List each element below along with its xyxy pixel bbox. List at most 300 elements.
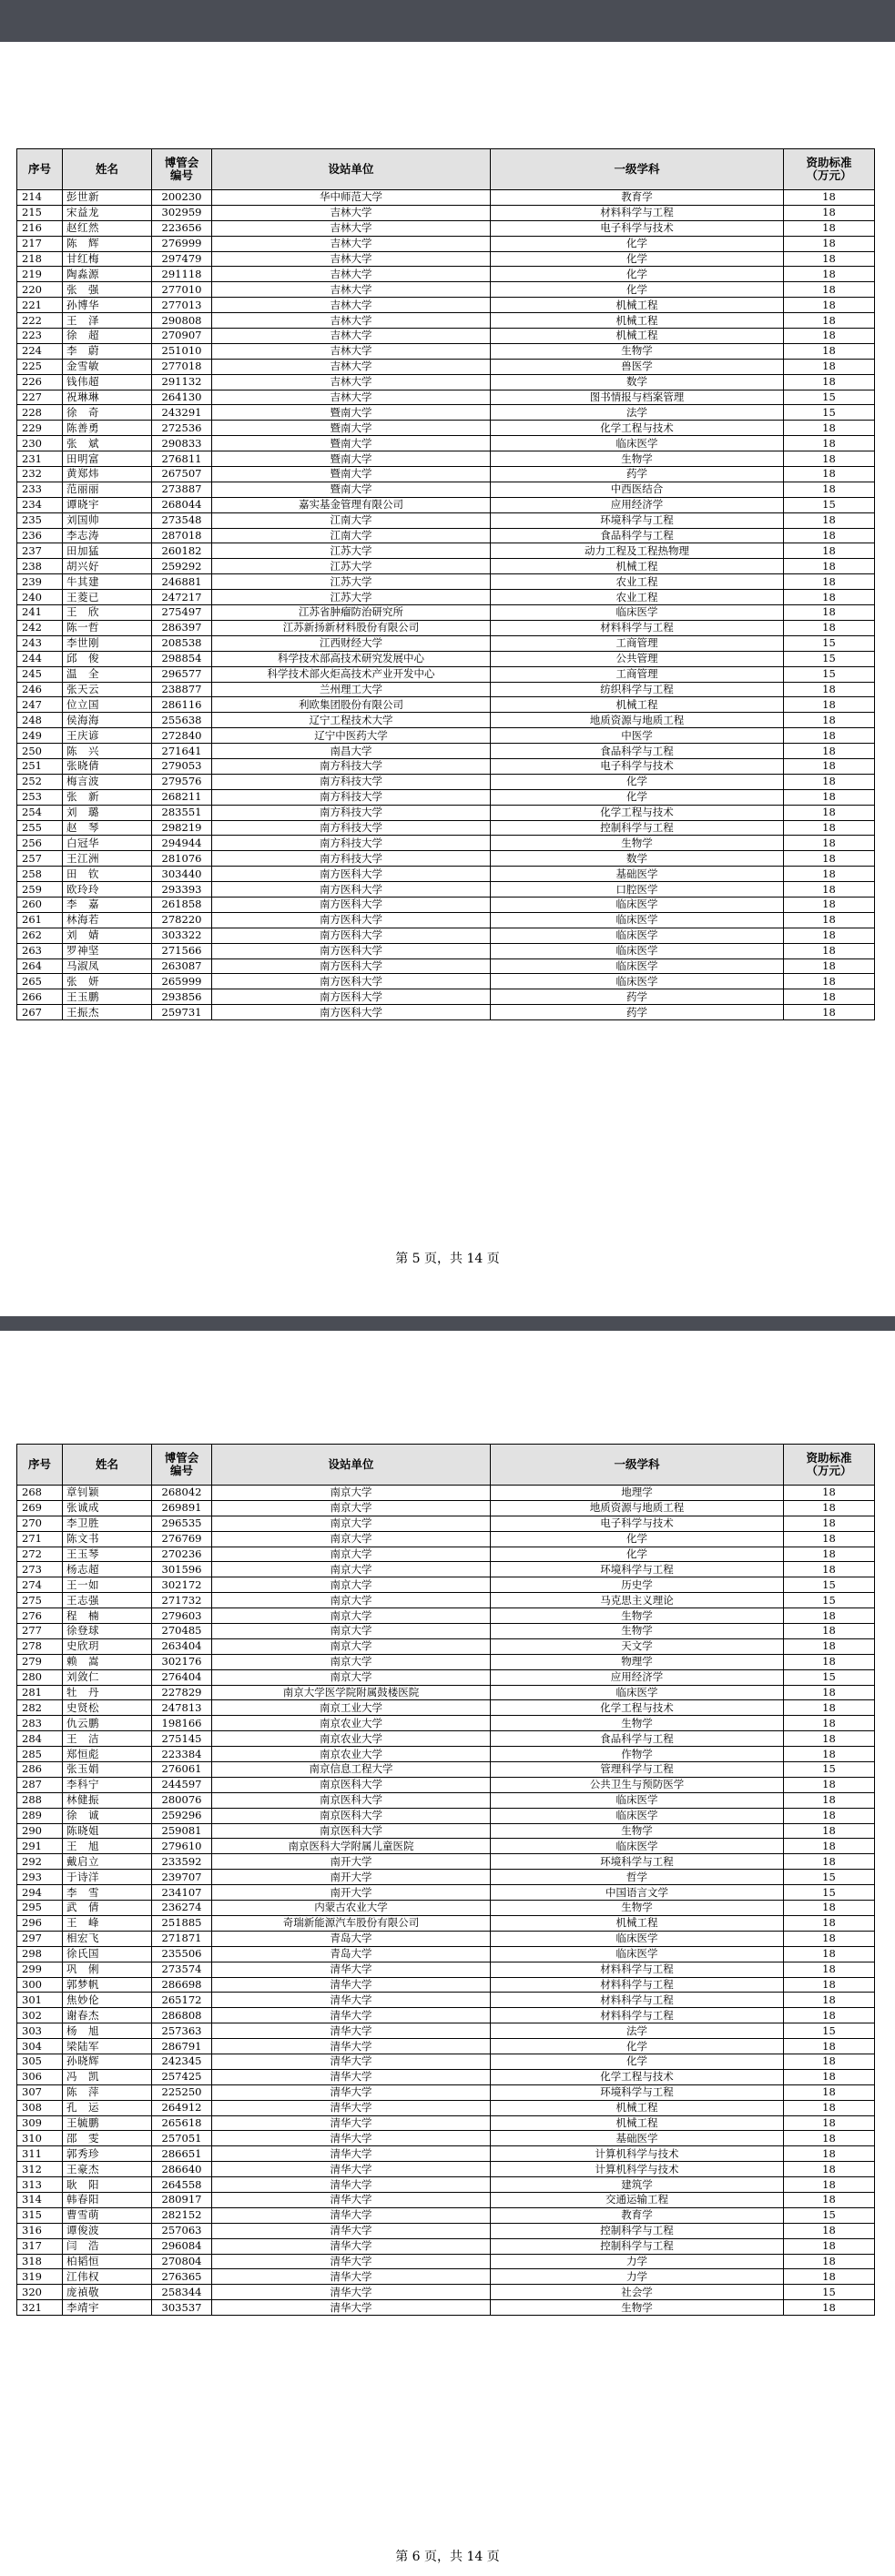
cell-name: 王江洲 — [63, 851, 152, 867]
cell-name: 徐 奇 — [63, 405, 152, 421]
cell-number: 268211 — [152, 789, 212, 805]
cell-unit: 南方医科大学 — [212, 867, 491, 882]
cell-name: 范丽丽 — [63, 482, 152, 497]
cell-amount: 18 — [784, 1777, 875, 1792]
cell-subject: 临床医学 — [491, 1946, 784, 1962]
cell-unit: 南京大学 — [212, 1486, 491, 1501]
cell-amount: 18 — [784, 1547, 875, 1562]
cell-subject: 化学 — [491, 282, 784, 298]
cell-unit: 暨南大学 — [212, 436, 491, 451]
cell-amount: 18 — [784, 421, 875, 436]
cell-amount: 18 — [784, 1700, 875, 1716]
cell-subject: 化学 — [491, 267, 784, 282]
cell-number: 251885 — [152, 1915, 212, 1931]
cell-unit: 江西财经大学 — [212, 635, 491, 651]
cell-name: 梅言波 — [63, 774, 152, 789]
table-row — [17, 220, 875, 236]
cell-amount: 18 — [784, 2008, 875, 2023]
cell-subject: 环境科学与工程 — [491, 512, 784, 528]
cell-subject: 机械工程 — [491, 2115, 784, 2131]
cell-number: 279053 — [152, 758, 212, 774]
cell-subject: 地质资源与地质工程 — [491, 713, 784, 728]
cell-unit: 清华大学 — [212, 2300, 491, 2316]
cell-subject: 环境科学与工程 — [491, 1854, 784, 1870]
cell-unit: 南京大学 — [212, 1500, 491, 1516]
cell-unit: 吉林大学 — [212, 390, 491, 405]
table-row — [17, 1777, 875, 1792]
cell-unit: 江苏大学 — [212, 559, 491, 574]
cell-unit: 吉林大学 — [212, 374, 491, 390]
cell-amount: 18 — [784, 943, 875, 958]
table-row — [17, 758, 875, 774]
cell-name: 王振杰 — [63, 1005, 152, 1020]
cell-seq: 255 — [17, 820, 63, 836]
cell-subject: 建筑学 — [491, 2177, 784, 2193]
cell-seq: 266 — [17, 989, 63, 1005]
cell-amount: 18 — [784, 2254, 875, 2269]
cell-amount: 18 — [784, 1747, 875, 1762]
table-row — [17, 1946, 875, 1962]
cell-unit: 清华大学 — [212, 2023, 491, 2039]
cell-number: 263404 — [152, 1638, 212, 1654]
cell-amount: 18 — [784, 1792, 875, 1808]
table-row — [17, 1669, 875, 1685]
cell-amount: 18 — [784, 2146, 875, 2162]
cell-seq: 258 — [17, 867, 63, 882]
cell-seq: 311 — [17, 2146, 63, 2162]
cell-name: 金雪敏 — [63, 359, 152, 374]
table-row — [17, 512, 875, 528]
cell-subject: 机械工程 — [491, 2100, 784, 2115]
cell-seq: 218 — [17, 251, 63, 267]
cell-unit: 南京医科大学 — [212, 1792, 491, 1808]
cell-unit: 清华大学 — [212, 2254, 491, 2269]
table-row — [17, 713, 875, 728]
cell-subject: 材料科学与工程 — [491, 1962, 784, 1977]
cell-name: 彭世新 — [63, 190, 152, 206]
cell-number: 270485 — [152, 1624, 212, 1639]
cell-name: 章钊颖 — [63, 1486, 152, 1501]
cell-amount: 18 — [784, 205, 875, 220]
cell-seq: 239 — [17, 574, 63, 590]
cell-number: 270907 — [152, 329, 212, 344]
cell-unit: 清华大学 — [212, 1962, 491, 1977]
cell-unit: 暨南大学 — [212, 421, 491, 436]
cell-subject: 中国语言文学 — [491, 1885, 784, 1901]
cell-subject: 口腔医学 — [491, 882, 784, 898]
cell-amount: 18 — [784, 190, 875, 206]
table-row — [17, 1931, 875, 1946]
cell-number: 264912 — [152, 2100, 212, 2115]
cell-seq: 228 — [17, 405, 63, 421]
cell-amount: 18 — [784, 2115, 875, 2131]
cell-amount: 18 — [784, 820, 875, 836]
table-row — [17, 482, 875, 497]
cell-amount: 18 — [784, 897, 875, 912]
table-row — [17, 789, 875, 805]
cell-seq: 273 — [17, 1562, 63, 1577]
cell-number: 242345 — [152, 2054, 212, 2069]
cell-amount: 18 — [784, 1977, 875, 1993]
cell-seq: 275 — [17, 1593, 63, 1608]
cell-number: 286640 — [152, 2162, 212, 2177]
cell-name: 宋益龙 — [63, 205, 152, 220]
table-body — [17, 1486, 875, 2316]
cell-subject: 环境科学与工程 — [491, 1562, 784, 1577]
cell-seq: 262 — [17, 928, 63, 943]
cell-number: 227829 — [152, 1685, 212, 1700]
cell-seq: 305 — [17, 2054, 63, 2069]
cell-subject: 图书情报与档案管理 — [491, 390, 784, 405]
cell-seq: 317 — [17, 2238, 63, 2254]
cell-amount: 15 — [784, 1669, 875, 1685]
cell-seq: 270 — [17, 1516, 63, 1531]
funding-table — [16, 1444, 875, 2316]
cell-subject: 公共管理 — [491, 651, 784, 666]
table-row — [17, 451, 875, 467]
cell-seq: 321 — [17, 2300, 63, 2316]
cell-unit: 南京医科大学 — [212, 1777, 491, 1792]
cell-number: 271871 — [152, 1931, 212, 1946]
cell-number: 280076 — [152, 1792, 212, 1808]
cell-unit: 南方医科大学 — [212, 928, 491, 943]
cell-seq: 236 — [17, 528, 63, 543]
cell-subject: 电子科学与技术 — [491, 1516, 784, 1531]
cell-amount: 18 — [784, 543, 875, 559]
cell-subject: 应用经济学 — [491, 497, 784, 512]
cell-unit: 南方科技大学 — [212, 820, 491, 836]
cell-subject: 计算机科学与技术 — [491, 2146, 784, 2162]
cell-name: 刘 璐 — [63, 805, 152, 820]
table-row — [17, 805, 875, 820]
cell-subject: 化学工程与技术 — [491, 805, 784, 820]
cell-number: 276061 — [152, 1762, 212, 1778]
cell-subject: 化学 — [491, 236, 784, 251]
cell-number: 257051 — [152, 2131, 212, 2146]
cell-amount: 18 — [784, 2131, 875, 2146]
cell-name: 李 雪 — [63, 1885, 152, 1901]
table-row — [17, 1962, 875, 1977]
cell-number: 208538 — [152, 635, 212, 651]
cell-amount: 18 — [784, 2269, 875, 2285]
cell-subject: 临床医学 — [491, 958, 784, 974]
cell-amount: 18 — [784, 2177, 875, 2193]
cell-name: 谢春杰 — [63, 2008, 152, 2023]
table-row — [17, 1638, 875, 1654]
table-row — [17, 1993, 875, 2008]
cell-unit: 清华大学 — [212, 2100, 491, 2115]
cell-unit: 奇瑞新能源汽车股份有限公司 — [212, 1915, 491, 1931]
cell-seq: 293 — [17, 1870, 63, 1885]
cell-amount: 18 — [784, 836, 875, 851]
table-row — [17, 620, 875, 635]
cell-unit: 南京医科大学 — [212, 1808, 491, 1823]
cell-amount: 18 — [784, 789, 875, 805]
cell-amount: 18 — [784, 605, 875, 621]
table-row — [17, 343, 875, 359]
cell-number: 259081 — [152, 1823, 212, 1839]
cell-seq: 316 — [17, 2223, 63, 2238]
cell-amount: 18 — [784, 1654, 875, 1669]
table-row — [17, 1516, 875, 1531]
cell-number: 264558 — [152, 2177, 212, 2193]
table-row — [17, 1885, 875, 1901]
cell-name: 杨 旭 — [63, 2023, 152, 2039]
cell-name: 钱伟超 — [63, 374, 152, 390]
table-row — [17, 928, 875, 943]
cell-name: 庞禎敬 — [63, 2285, 152, 2300]
table-row — [17, 497, 875, 512]
cell-unit: 南方科技大学 — [212, 789, 491, 805]
cell-name: 张 斌 — [63, 436, 152, 451]
cell-amount: 18 — [784, 1531, 875, 1547]
cell-name: 史贤松 — [63, 1700, 152, 1716]
table-row — [17, 1823, 875, 1839]
cell-name: 李 嘉 — [63, 897, 152, 912]
cell-amount: 18 — [784, 1500, 875, 1516]
cell-amount: 18 — [784, 1946, 875, 1962]
cell-name: 李世刚 — [63, 635, 152, 651]
cell-unit: 南京大学 — [212, 1624, 491, 1639]
cell-amount: 18 — [784, 359, 875, 374]
cell-seq: 298 — [17, 1946, 63, 1962]
cell-seq: 279 — [17, 1654, 63, 1669]
cell-amount: 15 — [784, 651, 875, 666]
cell-unit: 清华大学 — [212, 2131, 491, 2146]
cell-number: 277018 — [152, 359, 212, 374]
cell-number: 273574 — [152, 1962, 212, 1977]
cell-seq: 318 — [17, 2254, 63, 2269]
cell-name: 耿 阳 — [63, 2177, 152, 2193]
cell-name: 相宏飞 — [63, 1931, 152, 1946]
cell-name: 江伟权 — [63, 2269, 152, 2285]
cell-name: 田 钦 — [63, 867, 152, 882]
cell-name: 刘敛仁 — [63, 1669, 152, 1685]
viewer-top-bar — [0, 0, 895, 42]
cell-name: 巩 俐 — [63, 1962, 152, 1977]
cell-number: 283551 — [152, 805, 212, 820]
table-row — [17, 2162, 875, 2177]
cell-name: 欧玲玲 — [63, 882, 152, 898]
cell-seq: 243 — [17, 635, 63, 651]
cell-unit: 清华大学 — [212, 2207, 491, 2223]
cell-subject: 药学 — [491, 467, 784, 482]
cell-number: 235506 — [152, 1946, 212, 1962]
cell-number: 277013 — [152, 298, 212, 313]
cell-subject: 临床医学 — [491, 928, 784, 943]
cell-seq: 304 — [17, 2039, 63, 2054]
cell-seq: 232 — [17, 467, 63, 482]
cell-name: 张诚成 — [63, 1500, 152, 1516]
cell-amount: 15 — [784, 635, 875, 651]
cell-subject: 控制科学与工程 — [491, 820, 784, 836]
cell-number: 278220 — [152, 912, 212, 928]
cell-number: 258344 — [152, 2285, 212, 2300]
cell-number: 268042 — [152, 1486, 212, 1501]
cell-number: 302176 — [152, 1654, 212, 1669]
cell-unit: 清华大学 — [212, 1977, 491, 1993]
cell-unit: 青岛大学 — [212, 1931, 491, 1946]
table-row — [17, 590, 875, 605]
cell-subject: 中西医结合 — [491, 482, 784, 497]
table-row — [17, 2192, 875, 2207]
cell-subject: 法学 — [491, 405, 784, 421]
table-header-row — [17, 149, 875, 190]
cell-subject: 工商管理 — [491, 635, 784, 651]
cell-subject: 电子科学与技术 — [491, 758, 784, 774]
cell-subject: 化学 — [491, 1547, 784, 1562]
cell-subject: 材料科学与工程 — [491, 2008, 784, 2023]
cell-subject: 地质资源与地质工程 — [491, 1500, 784, 1516]
table-row — [17, 1562, 875, 1577]
cell-number: 271641 — [152, 744, 212, 759]
cell-amount: 18 — [784, 2162, 875, 2177]
cell-seq: 215 — [17, 205, 63, 220]
cell-amount: 18 — [784, 758, 875, 774]
cell-amount: 18 — [784, 1562, 875, 1577]
cell-seq: 256 — [17, 836, 63, 851]
table-row — [17, 2223, 875, 2238]
cell-number: 265618 — [152, 2115, 212, 2131]
cell-seq: 220 — [17, 282, 63, 298]
cell-unit: 南京大学 — [212, 1516, 491, 1531]
page-footer: 第 5 页，共 14 页 — [395, 1252, 500, 1266]
cell-name: 曹雪萌 — [63, 2207, 152, 2223]
cell-unit: 南方医科大学 — [212, 882, 491, 898]
cell-amount: 18 — [784, 559, 875, 574]
cell-amount: 18 — [784, 467, 875, 482]
cell-amount: 18 — [784, 1624, 875, 1639]
cell-seq: 263 — [17, 943, 63, 958]
cell-amount: 18 — [784, 2100, 875, 2115]
cell-amount: 18 — [784, 1005, 875, 1020]
cell-amount: 18 — [784, 2054, 875, 2069]
cell-number: 280917 — [152, 2192, 212, 2207]
cell-name: 刘 婧 — [63, 928, 152, 943]
cell-subject: 工商管理 — [491, 666, 784, 682]
cell-unit: 吉林大学 — [212, 236, 491, 251]
header-subject: 一级学科 — [491, 1445, 784, 1486]
cell-number: 286651 — [152, 2146, 212, 2162]
table-row — [17, 313, 875, 329]
table-row — [17, 2023, 875, 2039]
cell-unit: 江苏大学 — [212, 543, 491, 559]
table-row — [17, 2285, 875, 2300]
cell-amount: 18 — [784, 282, 875, 298]
cell-name: 仇云鹏 — [63, 1716, 152, 1731]
cell-number: 271566 — [152, 943, 212, 958]
table-row — [17, 744, 875, 759]
cell-number: 271732 — [152, 1593, 212, 1608]
cell-unit: 南开大学 — [212, 1854, 491, 1870]
cell-amount: 18 — [784, 882, 875, 898]
cell-amount: 18 — [784, 697, 875, 713]
cell-unit: 南方医科大学 — [212, 912, 491, 928]
cell-number: 268044 — [152, 497, 212, 512]
cell-name: 陈一哲 — [63, 620, 152, 635]
cell-amount: 18 — [784, 236, 875, 251]
cell-unit: 江南大学 — [212, 528, 491, 543]
cell-number: 276769 — [152, 1531, 212, 1547]
cell-seq: 254 — [17, 805, 63, 820]
cell-name: 祝琳琳 — [63, 390, 152, 405]
table-row — [17, 374, 875, 390]
cell-number: 270804 — [152, 2254, 212, 2269]
table-row — [17, 1685, 875, 1700]
cell-seq: 224 — [17, 343, 63, 359]
cell-unit: 南京农业大学 — [212, 1747, 491, 1762]
cell-amount: 15 — [784, 1593, 875, 1608]
cell-amount: 18 — [784, 912, 875, 928]
cell-unit: 清华大学 — [212, 2192, 491, 2207]
cell-amount: 18 — [784, 867, 875, 882]
page-separator — [0, 1316, 895, 1331]
table-row — [17, 867, 875, 882]
table-row — [17, 2146, 875, 2162]
table-row — [17, 1500, 875, 1516]
table-row — [17, 359, 875, 374]
cell-subject: 农业工程 — [491, 574, 784, 590]
table-row — [17, 2254, 875, 2269]
cell-name: 张天云 — [63, 682, 152, 697]
cell-unit: 吉林大学 — [212, 205, 491, 220]
cell-number: 259292 — [152, 559, 212, 574]
cell-number: 273887 — [152, 482, 212, 497]
cell-unit: 辽宁工程技术大学 — [212, 713, 491, 728]
cell-name: 李卫胜 — [63, 1516, 152, 1531]
cell-seq: 264 — [17, 958, 63, 974]
cell-unit: 南开大学 — [212, 1885, 491, 1901]
cell-amount: 18 — [784, 574, 875, 590]
cell-name: 谭俊波 — [63, 2223, 152, 2238]
table-row — [17, 1624, 875, 1639]
cell-number: 239707 — [152, 1870, 212, 1885]
cell-seq: 291 — [17, 1839, 63, 1854]
cell-amount: 18 — [784, 851, 875, 867]
cell-name: 郭梦帆 — [63, 1977, 152, 1993]
table-row — [17, 605, 875, 621]
header-amount: 资助标准 （万元） — [784, 1445, 875, 1486]
cell-amount: 15 — [784, 497, 875, 512]
cell-subject: 哲学 — [491, 1870, 784, 1885]
cell-subject: 临床医学 — [491, 943, 784, 958]
table-row — [17, 1005, 875, 1020]
cell-number: 225250 — [152, 2084, 212, 2100]
cell-amount: 18 — [784, 2223, 875, 2238]
cell-subject: 电子科学与技术 — [491, 220, 784, 236]
cell-subject: 化学 — [491, 789, 784, 805]
cell-number: 293393 — [152, 882, 212, 898]
cell-subject: 控制科学与工程 — [491, 2223, 784, 2238]
cell-number: 279610 — [152, 1839, 212, 1854]
cell-subject: 化学 — [491, 1531, 784, 1547]
cell-number: 282152 — [152, 2207, 212, 2223]
cell-name: 王 泽 — [63, 313, 152, 329]
cell-name: 张 妍 — [63, 974, 152, 989]
cell-seq: 223 — [17, 329, 63, 344]
cell-unit: 吉林大学 — [212, 329, 491, 344]
cell-subject: 临床医学 — [491, 1792, 784, 1808]
cell-seq: 271 — [17, 1531, 63, 1547]
cell-seq: 306 — [17, 2069, 63, 2084]
cell-name: 赖 嵩 — [63, 1654, 152, 1669]
cell-seq: 278 — [17, 1638, 63, 1654]
cell-unit: 嘉实基金管理有限公司 — [212, 497, 491, 512]
table-row — [17, 728, 875, 744]
cell-number: 298219 — [152, 820, 212, 836]
cell-name: 刘国帅 — [63, 512, 152, 528]
cell-unit: 南方科技大学 — [212, 836, 491, 851]
